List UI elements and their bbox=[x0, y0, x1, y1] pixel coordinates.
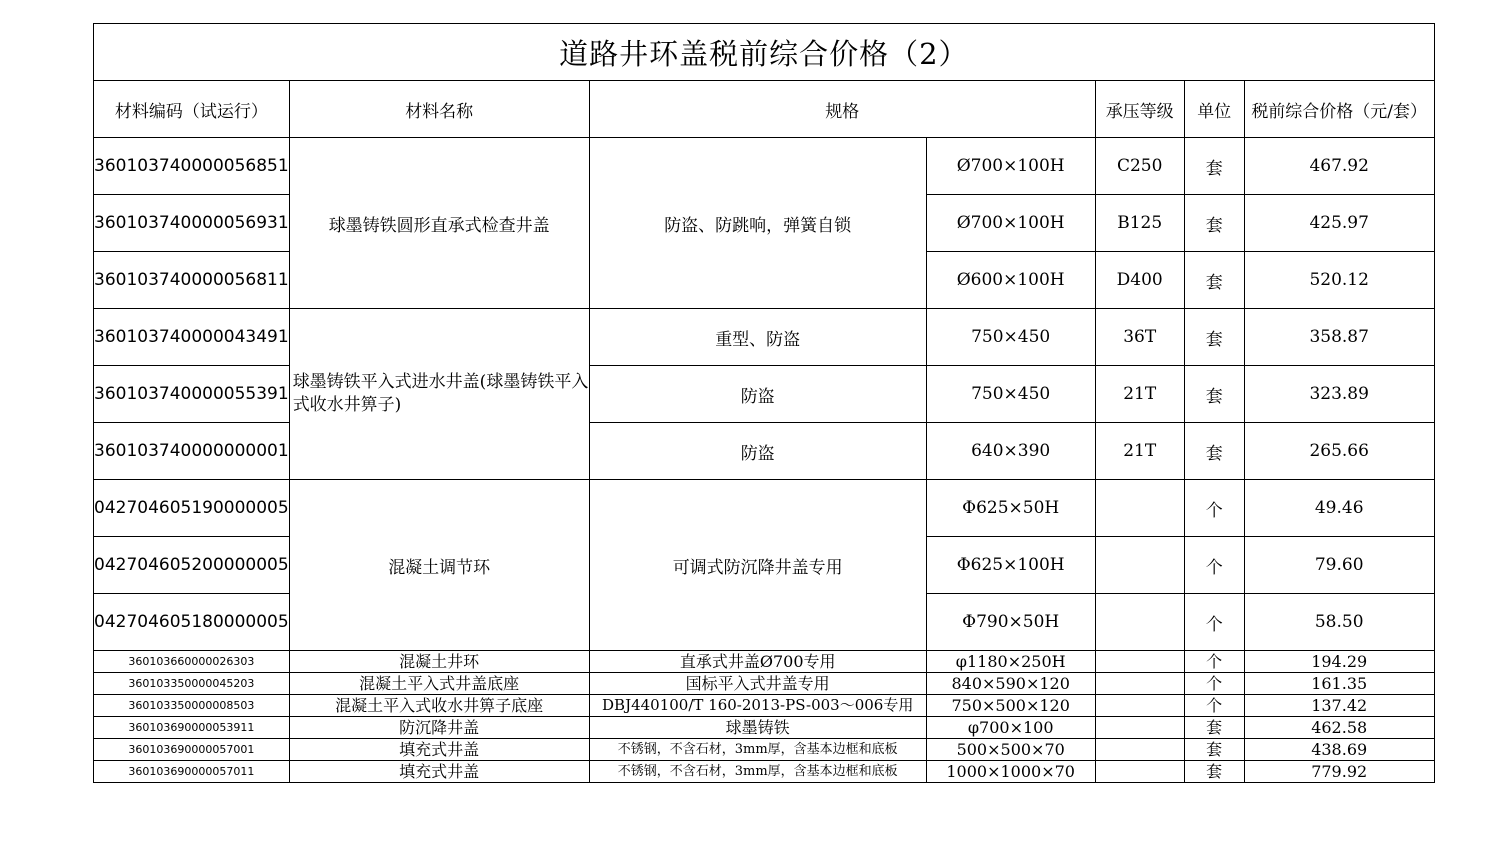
material-name: 填充式井盖 bbox=[289, 739, 589, 761]
material-name: 填充式井盖 bbox=[289, 761, 589, 783]
material-code: 360103740000056851 bbox=[94, 138, 290, 195]
material-spec: 不锈钢，不含石材，3mm厚，含基本边框和底板 bbox=[589, 761, 926, 783]
material-grade: 21T bbox=[1095, 366, 1184, 423]
material-grade bbox=[1095, 594, 1184, 651]
table-row bbox=[94, 651, 1435, 673]
material-code: 360103740000056931 bbox=[94, 195, 290, 252]
material-grade bbox=[1095, 651, 1184, 673]
table-row bbox=[94, 761, 1435, 783]
header-unit: 单位 bbox=[1184, 81, 1244, 138]
material-unit: 套 bbox=[1184, 195, 1244, 252]
table-title: 道路井环盖税前综合价格（2） bbox=[94, 24, 1435, 81]
material-unit: 个 bbox=[1184, 537, 1244, 594]
material-spec: 不锈钢，不含石材，3mm厚，含基本边框和底板 bbox=[589, 739, 926, 761]
table-row bbox=[94, 673, 1435, 695]
header-row bbox=[94, 81, 1435, 138]
material-spec: DBJ440100/T 160-2013-PS-003～006专用 bbox=[589, 695, 926, 717]
material-spec: 直承式井盖Ø700专用 bbox=[589, 651, 926, 673]
material-price: 779.92 bbox=[1244, 761, 1434, 783]
material-size: 500×500×70 bbox=[926, 739, 1095, 761]
material-unit: 个 bbox=[1184, 673, 1244, 695]
material-size: Ø600×100H bbox=[926, 252, 1095, 309]
material-grade: 36T bbox=[1095, 309, 1184, 366]
material-price: 49.46 bbox=[1244, 480, 1434, 537]
material-price: 323.89 bbox=[1244, 366, 1434, 423]
material-name: 混凝土平入式收水井箅子底座 bbox=[289, 695, 589, 717]
material-size: 1000×1000×70 bbox=[926, 761, 1095, 783]
table-row bbox=[94, 695, 1435, 717]
material-code: 360103690000053911 bbox=[94, 717, 290, 739]
material-code: 360103740000043491 bbox=[94, 309, 290, 366]
material-price: 520.12 bbox=[1244, 252, 1434, 309]
material-name: 混凝土平入式井盖底座 bbox=[289, 673, 589, 695]
table-row bbox=[94, 739, 1435, 761]
header-grade: 承压等级 bbox=[1095, 81, 1184, 138]
material-price: 425.97 bbox=[1244, 195, 1434, 252]
material-unit: 套 bbox=[1184, 366, 1244, 423]
material-unit: 个 bbox=[1184, 480, 1244, 537]
material-code: 360103740000055391 bbox=[94, 366, 290, 423]
material-name: 混凝土调节环 bbox=[289, 480, 589, 651]
material-code: 360103690000057001 bbox=[94, 739, 290, 761]
material-spec: 国标平入式井盖专用 bbox=[589, 673, 926, 695]
material-size: Φ625×100H bbox=[926, 537, 1095, 594]
material-code: 360103660000026303 bbox=[94, 651, 290, 673]
material-code: 360103350000008503 bbox=[94, 695, 290, 717]
material-code: 360103690000057011 bbox=[94, 761, 290, 783]
material-unit: 套 bbox=[1184, 309, 1244, 366]
material-unit: 套 bbox=[1184, 761, 1244, 783]
material-spec: 防盗 bbox=[589, 423, 926, 480]
material-code: 360103740000000001 bbox=[94, 423, 290, 480]
price-table bbox=[93, 23, 1435, 783]
table-row bbox=[94, 138, 1435, 195]
material-grade bbox=[1095, 717, 1184, 739]
header-price: 税前综合价格（元/套） bbox=[1244, 81, 1434, 138]
material-code: 360103350000045203 bbox=[94, 673, 290, 695]
material-code: 042704605180000005 bbox=[94, 594, 290, 651]
table-row bbox=[94, 717, 1435, 739]
material-unit: 套 bbox=[1184, 717, 1244, 739]
material-unit: 个 bbox=[1184, 594, 1244, 651]
material-code: 360103740000056811 bbox=[94, 252, 290, 309]
material-size: φ700×100 bbox=[926, 717, 1095, 739]
material-grade bbox=[1095, 695, 1184, 717]
material-grade bbox=[1095, 480, 1184, 537]
material-grade bbox=[1095, 739, 1184, 761]
material-name: 混凝土井环 bbox=[289, 651, 589, 673]
material-spec: 球墨铸铁 bbox=[589, 717, 926, 739]
material-price: 462.58 bbox=[1244, 717, 1434, 739]
material-price: 79.60 bbox=[1244, 537, 1434, 594]
material-price: 358.87 bbox=[1244, 309, 1434, 366]
material-code: 042704605200000005 bbox=[94, 537, 290, 594]
material-grade: D400 bbox=[1095, 252, 1184, 309]
material-grade: C250 bbox=[1095, 138, 1184, 195]
material-price: 265.66 bbox=[1244, 423, 1434, 480]
material-price: 137.42 bbox=[1244, 695, 1434, 717]
material-grade bbox=[1095, 761, 1184, 783]
material-unit: 个 bbox=[1184, 695, 1244, 717]
material-price: 58.50 bbox=[1244, 594, 1434, 651]
material-unit: 套 bbox=[1184, 252, 1244, 309]
material-size: Φ790×50H bbox=[926, 594, 1095, 651]
material-grade: 21T bbox=[1095, 423, 1184, 480]
material-price: 161.35 bbox=[1244, 673, 1434, 695]
material-unit: 套 bbox=[1184, 423, 1244, 480]
material-spec: 可调式防沉降井盖专用 bbox=[589, 480, 926, 651]
material-spec: 重型、防盗 bbox=[589, 309, 926, 366]
material-spec: 防盗、防跳响，弹簧自锁 bbox=[589, 138, 926, 309]
material-size: Ø700×100H bbox=[926, 195, 1095, 252]
material-unit: 套 bbox=[1184, 138, 1244, 195]
header-spec: 规格 bbox=[589, 81, 1095, 138]
material-size: 840×590×120 bbox=[926, 673, 1095, 695]
material-code: 042704605190000005 bbox=[94, 480, 290, 537]
table-row bbox=[94, 480, 1435, 537]
material-spec: 防盗 bbox=[589, 366, 926, 423]
header-name: 材料名称 bbox=[289, 81, 589, 138]
material-size: φ1180×250H bbox=[926, 651, 1095, 673]
table-row bbox=[94, 309, 1435, 366]
material-size: 640×390 bbox=[926, 423, 1095, 480]
material-grade: B125 bbox=[1095, 195, 1184, 252]
material-price: 467.92 bbox=[1244, 138, 1434, 195]
material-name: 防沉降井盖 bbox=[289, 717, 589, 739]
material-size: 750×450 bbox=[926, 309, 1095, 366]
material-grade bbox=[1095, 673, 1184, 695]
material-unit: 个 bbox=[1184, 651, 1244, 673]
material-size: Φ625×50H bbox=[926, 480, 1095, 537]
material-size: Ø700×100H bbox=[926, 138, 1095, 195]
material-name: 球墨铸铁平入式进水井盖(球墨铸铁平入式收水井箅子) bbox=[289, 309, 589, 480]
material-price: 194.29 bbox=[1244, 651, 1434, 673]
material-name: 球墨铸铁圆形直承式检查井盖 bbox=[289, 138, 589, 309]
material-size: 750×500×120 bbox=[926, 695, 1095, 717]
material-unit: 套 bbox=[1184, 739, 1244, 761]
header-code: 材料编码（试运行） bbox=[94, 81, 290, 138]
material-grade bbox=[1095, 537, 1184, 594]
material-size: 750×450 bbox=[926, 366, 1095, 423]
material-price: 438.69 bbox=[1244, 739, 1434, 761]
